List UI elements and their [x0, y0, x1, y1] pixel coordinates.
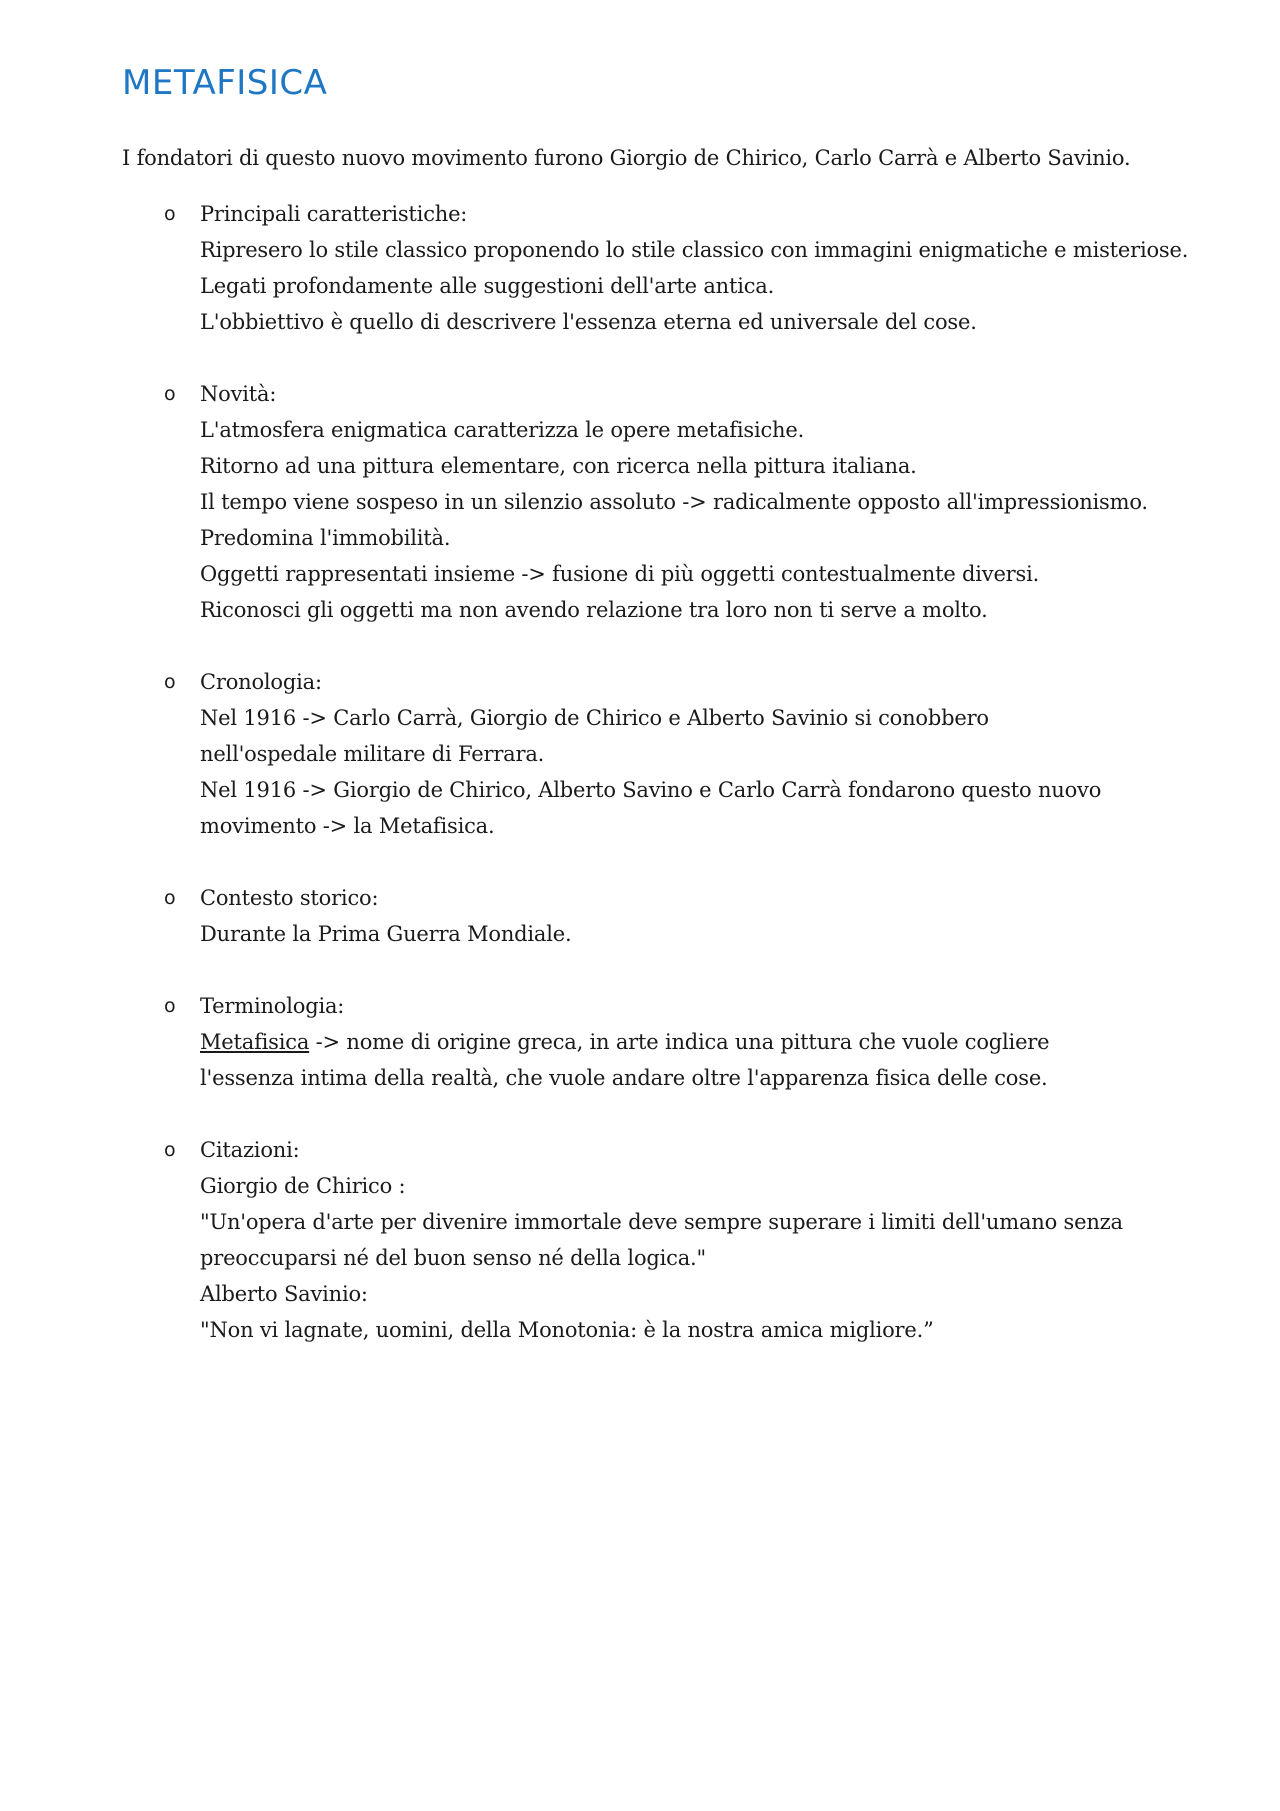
section-caratteristiche	[122, 196, 1202, 340]
document-page	[122, 62, 1202, 1384]
section-line: Legati profondamente alle suggestioni dell'arte antica.	[200, 274, 775, 298]
terminology-definition	[200, 1024, 1130, 1096]
bullet-icon: o	[164, 887, 176, 909]
section-line: Predomina l'immobilità.	[200, 526, 451, 550]
bullet-icon: o	[164, 1139, 176, 1161]
quote-text: "Non vi lagnate, uomini, della Monotonia: è la nostra amica migliore.”	[200, 1318, 934, 1342]
definition-text: -> nome di origine greca, in arte indica una pittura che vuole cogliere l'essenza intima della realtà, che vuole andare oltre l'apparenza fisica delle cose.	[200, 1030, 1050, 1090]
section-line: L'obbiettivo è quello di descrivere l'essenza eterna ed universale del cose.	[200, 310, 977, 334]
section-line: Nel 1916 -> Carlo Carrà, Giorgio de Chirico e Alberto Savinio si conobbero nell'ospedale militare di Ferrara.	[200, 706, 989, 766]
section-line: Oggetti rappresentati insieme -> fusione di più oggetti contestualmente diversi.	[200, 562, 1040, 586]
section-heading: Terminologia:	[200, 994, 345, 1018]
bullet-icon: o	[164, 671, 176, 693]
quote-text: "Un'opera d'arte per divenire immortale deve sempre superare i limiti dell'umano senza preoccuparsi né del buon senso né della logica."	[200, 1210, 1123, 1270]
section-list	[122, 196, 1202, 1348]
term-metafisica: Metafisica	[200, 1030, 310, 1054]
section-novita	[122, 376, 1202, 628]
bullet-icon: o	[164, 383, 176, 405]
section-heading: Principali caratteristiche:	[200, 202, 468, 226]
bullet-icon: o	[164, 995, 176, 1017]
section-line: Nel 1916 -> Giorgio de Chirico, Alberto Savino e Carlo Carrà fondarono questo nuovo movimento -> la Metafisica.	[200, 778, 1102, 838]
section-heading: Novità:	[200, 382, 277, 406]
page-title: METAFISICA	[122, 63, 328, 103]
section-line: Ritorno ad una pittura elementare, con ricerca nella pittura italiana.	[200, 454, 917, 478]
intro-paragraph: I fondatori di questo nuovo movimento furono Giorgio de Chirico, Carlo Carrà e Alberto Savinio.	[122, 146, 1131, 170]
section-terminologia	[122, 988, 1202, 1096]
section-line: Riconosci gli oggetti ma non avendo relazione tra loro non ti serve a molto.	[200, 598, 988, 622]
section-line: Il tempo viene sospeso in un silenzio assoluto -> radicalmente opposto all'impressionismo.	[200, 490, 1148, 514]
bullet-icon: o	[164, 203, 176, 225]
quote-author: Giorgio de Chirico :	[200, 1174, 406, 1198]
section-line: Durante la Prima Guerra Mondiale.	[200, 922, 572, 946]
section-heading: Cronologia:	[200, 670, 322, 694]
section-cronologia	[122, 664, 1202, 844]
section-heading: Contesto storico:	[200, 886, 379, 910]
quote-author: Alberto Savinio:	[200, 1282, 368, 1306]
section-line: L'atmosfera enigmatica caratterizza le opere metafisiche.	[200, 418, 805, 442]
section-line: Ripresero lo stile classico proponendo lo stile classico con immagini enigmatiche e misteriose.	[200, 238, 1189, 262]
section-heading: Citazioni:	[200, 1138, 300, 1162]
section-citazioni	[122, 1132, 1202, 1348]
section-contesto-storico	[122, 880, 1202, 952]
